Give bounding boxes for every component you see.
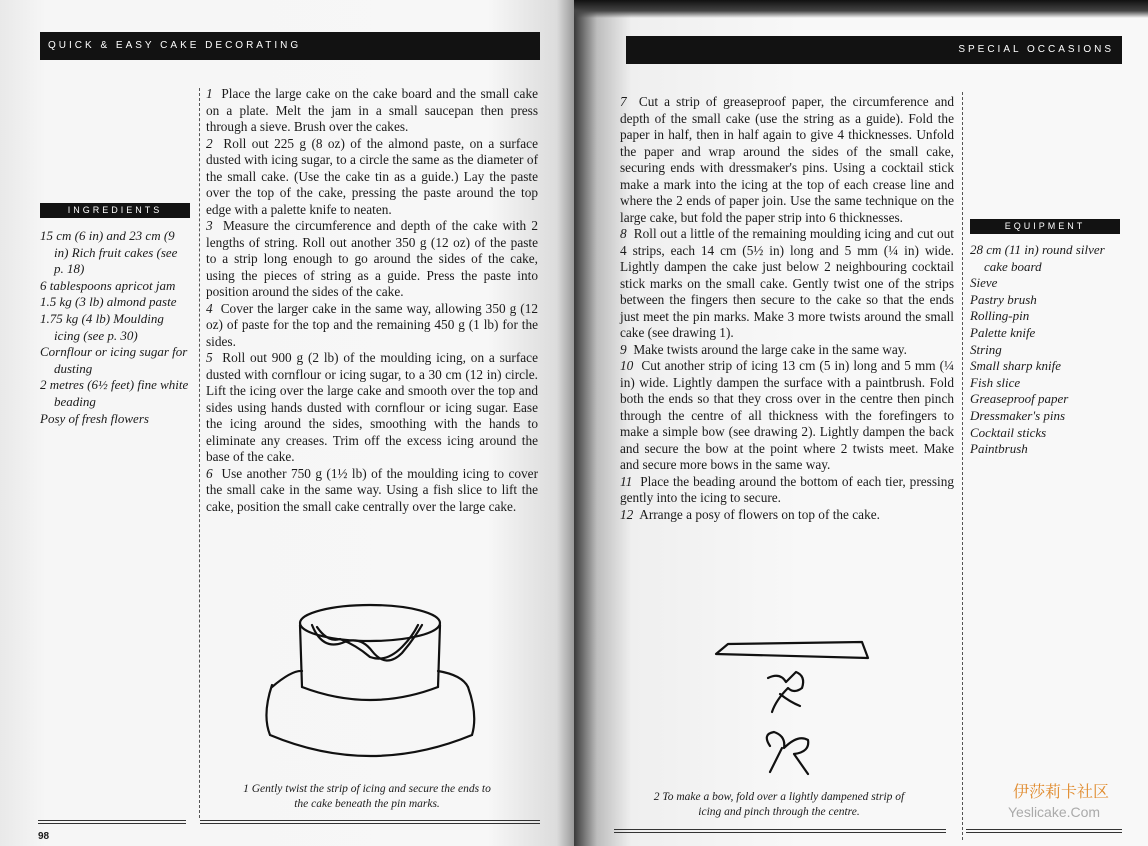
equipment-heading: EQUIPMENT (970, 219, 1120, 234)
footer-rule (614, 829, 946, 833)
step: 11 Place the beading around the bottom of each tier, pressing gently into the icing to secure. (620, 473, 954, 505)
footer-rule (966, 829, 1122, 833)
equipment-item: Paintbrush (970, 441, 1028, 457)
equipment-item: Small sharp knife (970, 358, 1061, 374)
equipment-list (970, 242, 1120, 458)
step: 1 Place the large cake on the cake board and the small cake on a plate. Melt the jam in a small saucepan then press through a sieve. Brush over the cakes. (206, 86, 538, 134)
ingredient-item: 1.75 kg (4 lb) Moulding icing (see p. 30) (40, 310, 164, 343)
ingredients-heading: INGREDIENTS (40, 203, 190, 218)
ingredients-list (40, 228, 190, 427)
equipment-item: Sieve (970, 275, 998, 291)
method-steps-left (206, 86, 538, 515)
step: 6 Use another 750 g (1½ lb) of the moulding icing to cover the small cake in the same way. Using a fish slice to lift the cake, position the small cake centrally over the large cake. (206, 465, 538, 514)
method-steps-right (620, 94, 954, 523)
equipment-item: Palette knife (970, 324, 1036, 340)
running-head-right: SPECIAL OCCASIONS (626, 36, 1122, 64)
equipment-item: Pastry brush (970, 291, 1037, 307)
step: 7 Cut a strip of greaseproof paper, the circumference and depth of the small cake (use the string as a guide). Fold the paper in half, then in half again to give 4 thicknesses. Unfold the paper and wrap around the sides of the small cake, securing ends with dressmaker's pins. Using a cocktail stick make a mark into the icing at the top of each crease line and where the 2 ends of paper join. Use the same technique on the large cake, but fold the paper strip into 6 thicknesses. (620, 94, 954, 225)
step: 8 Roll out a little of the remaining moulding icing and cut out 4 strips, each 14 cm (5½ in) long and 5 mm (¼ in) wide. Lightly dampen the cake just below 2 neighbouring cocktail stick marks on the small cake. Gently twist one of the strips between the fingers then secure to the cake so that the ends just meet the pin marks. Make 3 more twists around the small cake (see drawing 1). (620, 226, 954, 340)
equipment-item: Rolling-pin (970, 308, 1030, 324)
equipment-item: Dressmaker's pins (970, 407, 1066, 423)
ingredient-item: 15 cm (6 in) and 23 cm (9 in) Rich fruit cakes (see p. 18) (40, 228, 178, 277)
step: 12 Arrange a posy of flowers on top of the cake. (620, 506, 880, 522)
watermark-url: Yeslicake.Com (1008, 804, 1101, 820)
equipment-item: String (970, 341, 1002, 357)
equipment-item: Greaseproof paper (970, 391, 1069, 407)
column-divider (962, 92, 963, 840)
ingredient-item: 1.5 kg (3 lb) almond paste (40, 294, 177, 310)
column-divider (199, 88, 200, 818)
bow-drawing (710, 636, 875, 781)
figure-caption-2: 2 To make a bow, fold over a lightly dampened strip of icing and pinch through the centre. (653, 791, 905, 818)
ingredient-item: Cornflour or icing sugar for dusting (40, 344, 188, 376)
ingredient-item: Posy of fresh flowers (40, 410, 149, 426)
cake-drawing (262, 595, 482, 770)
step: 4 Cover the larger cake in the same way, allowing 350 g (12 oz) of paste for the top and the remaining 450 g (1 lb) for the sides. (206, 300, 539, 349)
step: 5 Roll out 900 g (2 lb) of the moulding icing, on a surface dusted with cornflour or icing sugar, to a 30 cm (12 in) circle. Lift the icing over the large cake and smooth over the top and sides using hands dusted with cornflour or icing sugar. Ease the icing around the sides, smoothing with the hands to eliminate any creases. Trim off the excess icing around the base of the cake. (206, 350, 538, 464)
equipment-item: Fish slice (970, 374, 1021, 390)
step: 2 Roll out 225 g (8 oz) of the almond paste, on a surface dusted with icing sugar, to a circle the same as the diameter of the small cake. (Use the cake tin as a guide.) Lay the paste over the top of the cake, pressing the paste around the top edge with a palette knife to neaten. (206, 135, 538, 217)
ingredient-item: 2 metres (6½ feet) fine white beading (40, 377, 189, 409)
figure-caption-1: 1 Gently twist the strip of icing and secure the ends to the cake beneath the pin marks. (243, 783, 491, 810)
footer-rule (200, 820, 540, 824)
book-edge-shadow (574, 0, 1148, 18)
running-head-left: QUICK & EASY CAKE DECORATING (40, 32, 540, 60)
page-number: 98 (38, 831, 50, 842)
equipment-item: Cocktail sticks (970, 424, 1047, 440)
step: 3 Measure the circumference and depth of the cake with 2 lengths of string. Roll out another 350 g (12 oz) of the paste to a strip long enough to go around the sides of the cake, using the pieces of string as a guide. Press the paste into position around the sides of the cake. (206, 218, 538, 299)
step: 9 Make twists around the large cake in the same way. (620, 341, 907, 357)
step: 10 Cut another strip of icing 13 cm (5 in) long and 5 mm (¼ in) wide. Lightly dampen the surface with a paintbrush. Fold both the ends so that they cross over in the centre then pinch through the centre of all thickness with the forefingers to make a simple bow (see drawing 2). Lightly dampen the back and secure the bow at the point where 2 twists meet. Make and secure more bows in the same way. (620, 358, 954, 472)
equipment-item: 28 cm (11 in) round silver cake board (970, 242, 1105, 274)
watermark-chinese: 伊莎莉卡社区 (1013, 782, 1110, 801)
footer-rule (38, 820, 186, 824)
ingredient-item: 6 tablespoons apricot jam (40, 277, 176, 293)
